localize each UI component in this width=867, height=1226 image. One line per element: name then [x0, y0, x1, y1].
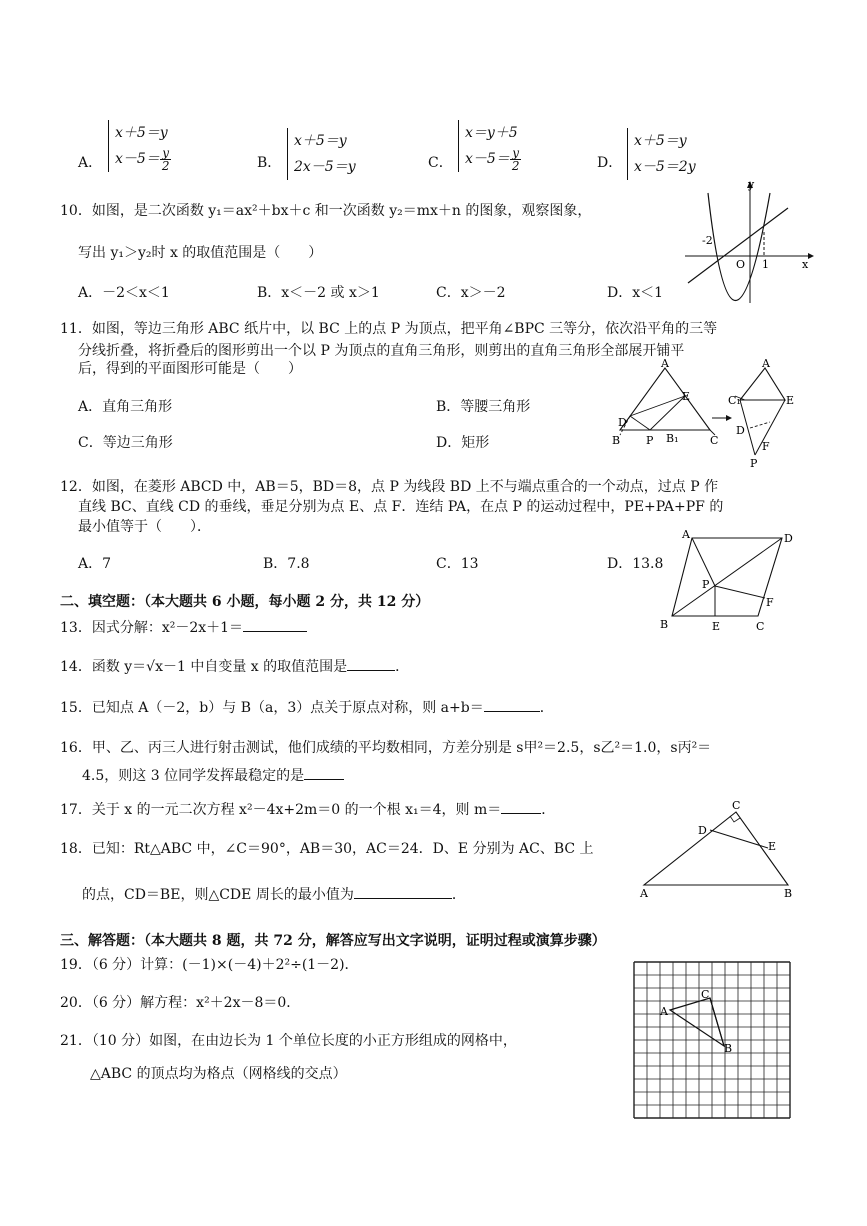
q14-answer-blank[interactable]: [347, 670, 395, 671]
q17-end: ．: [541, 802, 556, 818]
q11-option-c: C．等边三角形: [78, 435, 173, 451]
q11-fig2-c1: C₁: [728, 394, 741, 407]
q12-option-c: C．13: [436, 556, 479, 572]
q11-fig-b: B: [612, 434, 621, 447]
q14-text: [60, 656, 409, 676]
q9-c-eq2-left: x－5＝: [465, 151, 510, 167]
q10-fig-origin-label: O: [736, 258, 746, 271]
q11-option-d: D．矩形: [436, 435, 490, 451]
q12-fig-b: B: [660, 618, 669, 631]
q18-prompt: 的点，CD＝BE，则△CDE 周长的最小值为: [82, 887, 354, 903]
q9-option-b-label: B．: [257, 155, 282, 171]
q19-text: 19．（6 分）计算：(－1)×(－4)＋2²÷(1－2)．: [60, 957, 359, 973]
q21-fig-a: A: [660, 1005, 668, 1018]
q10-graph-figure: [680, 178, 815, 308]
q9-a-num: y: [160, 147, 172, 160]
q12-stem-line3: 最小值等于（ ）．: [78, 519, 211, 535]
q18-line2: [82, 884, 466, 904]
q16-line2: [82, 765, 344, 785]
q9-b-eq1: x＋5＝y: [294, 133, 347, 149]
q16-line1: 16．甲、乙、丙三人进行射击测试，他们成绩的平均数相同，方差分别是 s甲²＝2.5，s乙²＝1.0，s丙²＝: [60, 740, 712, 756]
q14-prompt: 14．函数 y＝√x－1 中自变量 x 的取值范围是: [60, 659, 348, 675]
q16-prompt: 4.5，则这 3 位同学发挥最稳定的是: [82, 768, 305, 784]
q11-fig-b1: B₁: [666, 432, 679, 445]
q11-stem-line1: 11．如图，等边三角形 ABC 纸片中，以 BC 上的点 P 为顶点，把平角∠BPC 三等分，依次沿平角的三等: [60, 321, 718, 337]
q12-fig-f: F: [766, 596, 774, 609]
q9-d-eq2: x－5＝2y: [634, 159, 696, 175]
q11-stem-line3: 后，得到的平面图形可能是（ ）: [78, 361, 302, 377]
q18-triangle-figure: [636, 800, 796, 900]
q10-option-c: C．x＞－2: [436, 285, 506, 301]
q21-grid-lines: [634, 962, 790, 1118]
q21-triangle: [670, 998, 724, 1046]
q9-a-eq1: x＋5＝y: [115, 125, 168, 141]
q12-option-b: B．7.8: [263, 556, 310, 572]
q11-fig2-a: A: [762, 357, 770, 370]
q9-option-c-system: [458, 120, 521, 172]
q11-option-a: A．直角三角形: [78, 399, 173, 415]
q17-prompt: 17．关于 x 的一元二次方程 x²－4x+2m＝0 的一个根 x₁＝4，则 m＝: [60, 802, 502, 818]
q11-fig2-f: F: [762, 440, 770, 453]
q12-option-d: D．13.8: [607, 556, 664, 572]
q9-option-a-system: [108, 120, 171, 172]
q12-fig-a: A: [682, 528, 690, 541]
q10-fig-x-label: x: [802, 258, 809, 271]
q11-fig-d: D: [618, 416, 627, 429]
q10-fig-y-label: y: [748, 178, 755, 191]
q10-option-b: B．x＜－2 或 x＞1: [257, 285, 380, 301]
q16-answer-blank[interactable]: [304, 779, 344, 780]
q18-fig-c: C: [732, 799, 741, 812]
q12-fig-d: D: [784, 532, 793, 545]
q9-d-eq1: x＋5＝y: [634, 133, 687, 149]
q9-option-d-label: D．: [597, 155, 623, 171]
q15-text: [60, 697, 554, 717]
q9-option-a-label: A．: [78, 155, 103, 171]
q10-stem-line1: 10．如图，是二次函数 y₁＝ax²＋bx＋c 和一次函数 y₂＝mx＋n 的图象，观察图象，: [60, 203, 592, 219]
q17-answer-blank[interactable]: [501, 813, 541, 814]
q9-option-b-system: [287, 128, 356, 180]
q21-fig-b: B: [724, 1042, 733, 1055]
q17-text: [60, 799, 555, 819]
q12-option-a: A．7: [78, 556, 112, 572]
q10-option-a: A．－2＜x＜1: [78, 285, 170, 301]
q12-fig-c: C: [756, 620, 765, 633]
q18-fig-d: D: [698, 824, 707, 837]
q18-fig-b: B: [784, 887, 793, 900]
q11-fig-a: A: [661, 357, 669, 370]
q10-option-d: D．x＜1: [607, 285, 664, 301]
q21-grid-figure: [632, 960, 792, 1120]
q15-answer-blank[interactable]: [484, 711, 540, 712]
q9-a-eq2-left: x－5＝: [115, 151, 160, 167]
q9-c-den: 2: [511, 158, 520, 173]
q21-line1: 21．（10 分）如图，在由边长为 1 个单位长度的小正方形组成的网格中，: [60, 1033, 517, 1049]
q9-option-c-label: C．: [428, 155, 453, 171]
section2-heading: 二、填空题：（本大题共 6 小题，每小题 2 分，共 12 分）: [60, 594, 430, 610]
q11-fig-p: P: [646, 434, 654, 447]
q11-fig2-d: D: [736, 424, 745, 437]
q9-b-eq2: 2x－5＝y: [294, 159, 356, 175]
q12-stem-line1: 12．如图，在菱形 ABCD 中，AB＝5，BD＝8，点 P 为线段 BD 上不与端点重合的一个动点，过点 P 作: [60, 479, 719, 495]
q11-option-b: B．等腰三角形: [436, 399, 531, 415]
q12-stem-line2: 直线 BC、直线 CD 的垂线，垂足分别为点 E、点 F．连结 PA，在点 P 的运动过程中，PE+PA+PF 的: [78, 499, 724, 515]
q15-end: ．: [539, 700, 554, 716]
q14-end: ．: [395, 659, 410, 675]
q13-prompt: 13．因式分解：x²－2x＋1＝: [60, 620, 244, 636]
q10-fig-minus2-label: -2: [702, 234, 713, 247]
q9-a-den: 2: [161, 158, 170, 173]
q13-answer-blank[interactable]: [243, 631, 307, 632]
q21-fig-c: C: [701, 988, 710, 1001]
q21-line2: △ABC 的顶点均为格点（网格线的交点）: [90, 1066, 347, 1082]
q9-c-num: y: [510, 147, 522, 160]
q9-option-d-system: [627, 128, 696, 180]
q11-fold-figure: [610, 357, 810, 470]
q20-text: 20．（6 分）解方程：x²＋2x－8＝0．: [60, 995, 301, 1011]
q12-fig-p: P: [702, 578, 710, 591]
q11-fig-e: E: [682, 390, 691, 403]
q11-arrow-icon: [726, 415, 732, 421]
q9-c-eq1: x＝y＋5: [465, 125, 518, 141]
q15-prompt: 15．已知点 A（－2，b）与 B（a，3）点关于原点对称，则 a+b＝: [60, 700, 484, 716]
q13-text: [60, 617, 307, 637]
q18-answer-blank[interactable]: [354, 898, 452, 899]
q18-end: ．: [451, 887, 466, 903]
section3-heading: 三、解答题：（本大题共 8 题，共 72 分，解答应写出文字说明，证明过程或演算步骤）: [60, 933, 606, 949]
q11-stem-line2: 分线折叠，将折叠后的图形剪出一个以 P 为顶点的直角三角形，则剪出的直角三角形全部展开铺平: [78, 343, 685, 359]
q12-rhombus-figure: [650, 528, 805, 638]
q18-fig-e: E: [768, 840, 777, 853]
q11-fig-c: C: [710, 434, 719, 447]
q10-stem-line2: 写出 y₁＞y₂时 x 的取值范围是（ ）: [78, 245, 323, 261]
q18-fig-a: A: [640, 887, 648, 900]
q18-line1: 18．已知：Rt△ABC 中，∠C＝90°，AB＝30，AC＝24．D、E 分别为 AC、BC 上: [60, 841, 594, 857]
q11-fig2-p: P: [750, 457, 758, 470]
q12-fig-e: E: [712, 620, 721, 633]
q10-fig-one-label: 1: [762, 258, 769, 271]
q11-fig2-e: E: [786, 394, 795, 407]
